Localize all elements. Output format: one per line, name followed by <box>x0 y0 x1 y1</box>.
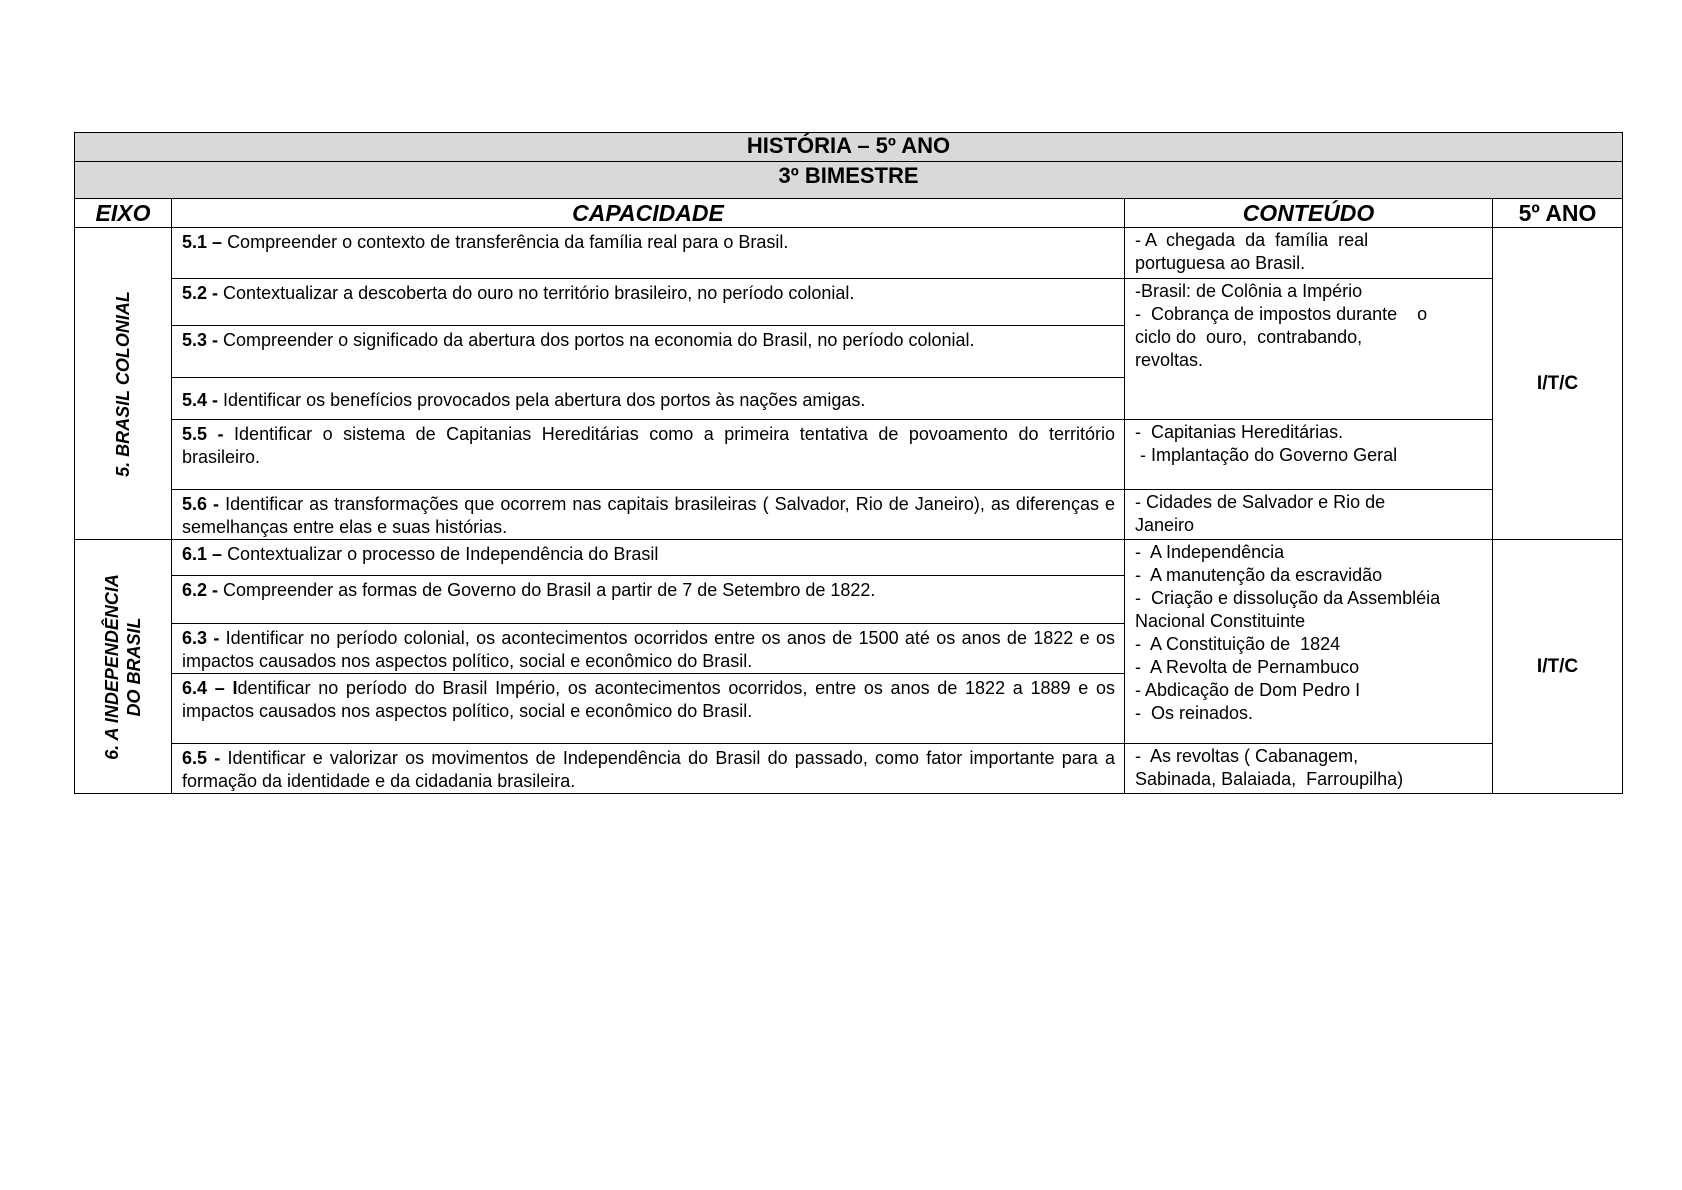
axis-label-line: 5. BRASIL COLONIAL <box>113 290 133 477</box>
content-line: - Abdicação de Dom Pedro I <box>1135 680 1361 700</box>
capacity-text: Identificar e valorizar os movimentos de Independência do Brasil do passado, como fator importante para a formação da identidade e da cidadania brasileira. <box>182 748 1115 791</box>
capacity-code: 5.5 - <box>182 424 224 444</box>
content-cell <box>1125 490 1493 540</box>
capacity-code: 5.3 - <box>182 330 219 350</box>
content-line: - As revoltas ( Cabanagem, <box>1135 746 1359 766</box>
capacity-code: 5.4 - <box>182 389 219 410</box>
capacity-cell <box>172 378 1125 420</box>
capacity-text: Compreender o contexto de transferência da família real para o Brasil. <box>227 232 789 252</box>
capacity-code: 6.5 - <box>182 748 221 768</box>
table-row <box>75 744 1623 794</box>
content-line: Nacional Constituinte <box>1135 611 1306 631</box>
level-cell: I/T/C <box>1493 540 1623 794</box>
content-line: Sabinada, Balaiada, Farroupilha) <box>1135 769 1404 789</box>
capacity-text: Identificar os benefícios provocados pela abertura dos portos às nações amigas. <box>223 389 866 410</box>
content-line: - Implantação do Governo Geral <box>1135 445 1398 465</box>
capacity-code: 5.6 - <box>182 494 220 514</box>
content-line: - A Independência <box>1135 542 1285 562</box>
table-row <box>75 420 1623 490</box>
header-conteudo: CONTEÚDO <box>1125 199 1493 228</box>
content-cell <box>1125 279 1493 420</box>
content-line: - Cobrança de impostos durante o <box>1135 304 1428 324</box>
table-row <box>75 540 1623 576</box>
content-line: - A Revolta de Pernambuco <box>1135 657 1360 677</box>
capacity-cell <box>172 279 1125 326</box>
table-row <box>75 228 1623 279</box>
capacity-code: 6.3 - <box>182 628 220 648</box>
axis-label <box>112 291 134 477</box>
content-cell <box>1125 420 1493 490</box>
capacity-text: Identificar as transformações que ocorrem nas capitais brasileiras ( Salvador, Rio de Janeiro), as diferenças e semelhanças entre elas e suas histórias. <box>182 494 1115 537</box>
content-line: -Brasil: de Colônia a Império <box>1135 281 1363 301</box>
header-eixo: EIXO <box>75 199 172 228</box>
content-line: Janeiro <box>1135 515 1195 535</box>
capacity-cell <box>172 540 1125 576</box>
capacity-cell <box>172 674 1125 744</box>
capacity-code: 5.2 - <box>182 283 219 303</box>
header-ano: 5º ANO <box>1493 199 1623 228</box>
capacity-cell <box>172 490 1125 540</box>
capacity-code: 6.2 - <box>182 580 219 600</box>
capacity-text: dentificar no período do Brasil Império, os acontecimentos ocorridos, entre os anos de 1822 a 1889 e os impactos causados nos aspectos político, social e econômico do Brasil. <box>182 678 1115 721</box>
capacity-cell <box>172 420 1125 490</box>
table-subtitle: 3º BIMESTRE <box>75 162 1623 199</box>
content-cell <box>1125 540 1493 744</box>
content-line: - A chegada da família real <box>1135 230 1369 250</box>
capacity-text: Identificar no período colonial, os acontecimentos ocorridos entre os anos de 1500 até os anos de 1822 e os impactos causados nos aspectos político, social e econômico do Brasil. <box>182 628 1115 671</box>
table-row <box>75 490 1623 540</box>
content-line: portuguesa ao Brasil. <box>1135 253 1306 273</box>
capacity-code: 6.4 – I <box>182 678 238 698</box>
capacity-cell <box>172 228 1125 279</box>
table-title: HISTÓRIA – 5º ANO <box>75 133 1623 162</box>
content-cell <box>1125 744 1493 794</box>
content-line: - Capitanias Hereditárias. <box>1135 422 1344 442</box>
content-line: - Cidades de Salvador e Rio de <box>1135 492 1386 512</box>
content-line: - Os reinados. <box>1135 703 1254 723</box>
content-line: - A manutenção da escravidão <box>1135 565 1383 585</box>
axis-label-line: 6. A INDEPENDÊNCIA <box>102 573 122 760</box>
capacity-text: Compreender o significado da abertura dos portos na economia do Brasil, no período colonial. <box>223 330 975 350</box>
capacity-cell <box>172 744 1125 794</box>
level-cell: I/T/C <box>1493 228 1623 540</box>
capacity-text: Contextualizar o processo de Independência do Brasil <box>227 544 659 564</box>
capacity-cell <box>172 326 1125 378</box>
axis-label-line: DO BRASIL <box>124 617 144 717</box>
content-line: - Criação e dissolução da Assembléia <box>1135 588 1441 608</box>
capacity-cell <box>172 624 1125 674</box>
axis-label <box>101 574 145 760</box>
content-cell <box>1125 228 1493 279</box>
capacity-text: Identificar o sistema de Capitanias Hereditárias como a primeira tentativa de povoamento do território brasileiro. <box>182 424 1115 467</box>
capacity-text: Contextualizar a descoberta do ouro no território brasileiro, no período colonial. <box>223 283 855 303</box>
table-row <box>75 279 1623 326</box>
capacity-code: 6.1 – <box>182 544 223 564</box>
content-line: ciclo do ouro, contrabando, <box>1135 327 1363 347</box>
curriculum-table <box>74 132 1623 794</box>
axis-cell <box>75 540 172 794</box>
capacity-code: 5.1 – <box>182 232 223 252</box>
content-line: revoltas. <box>1135 350 1204 370</box>
header-capacidade: CAPACIDADE <box>172 199 1125 228</box>
content-line: - A Constituição de 1824 <box>1135 634 1341 654</box>
axis-cell <box>75 228 172 540</box>
capacity-cell <box>172 576 1125 624</box>
capacity-text: Compreender as formas de Governo do Brasil a partir de 7 de Setembro de 1822. <box>223 580 876 600</box>
